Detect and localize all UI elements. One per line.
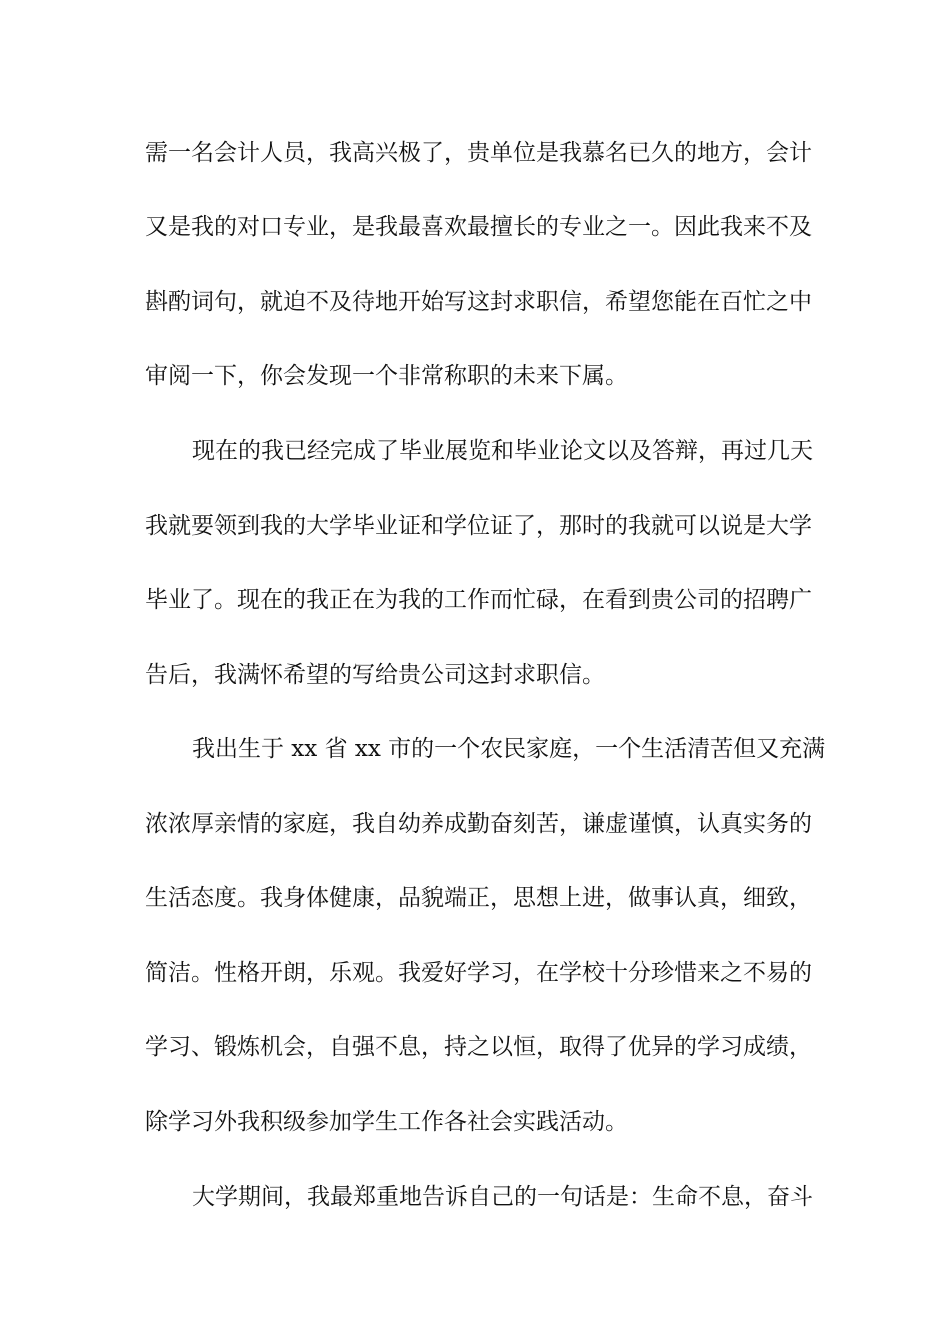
paragraph-2-line-3: 毕业了。现在的我正在为我的工作而忙碌，在看到贵公司的招聘广	[145, 587, 812, 613]
paragraph-1-line-2: 又是我的对口专业，是我最喜欢最擅长的专业之一。因此我来不及	[145, 214, 812, 240]
paragraph-3-line-4: 简洁。性格开朗，乐观。我爱好学习，在学校十分珍惜来之不易的	[145, 960, 812, 986]
paragraph-4-line-1: 大学期间，我最郑重地告诉自己的一句话是：生命不息，奋斗	[192, 1184, 813, 1210]
paragraph-3-line-3: 生活态度。我身体健康，品貌端正，思想上进，做事认真，细致，	[145, 885, 812, 911]
paragraph-3-line-5: 学习、锻炼机会，自强不息，持之以恒，取得了优异的学习成绩，	[145, 1034, 812, 1060]
paragraph-1-line-3: 斟酌词句，就迫不及待地开始写这封求职信，希望您能在百忙之中	[145, 289, 812, 315]
paragraph-2-line-2: 我就要领到我的大学毕业证和学位证了，那时的我就可以说是大学	[145, 513, 812, 539]
paragraph-1-line-1: 需一名会计人员，我高兴极了，贵单位是我慕名已久的地方，会计	[145, 140, 812, 166]
paragraph-2-line-4: 告后，我满怀希望的写给贵公司这封求职信。	[145, 662, 605, 688]
paragraph-3-line-1: 我出生于 xx 省 xx 市的一个农民家庭，一个生活清苦但又充满	[192, 736, 826, 762]
paragraph-2-line-1: 现在的我已经完成了毕业展览和毕业论文以及答辩，再过几天	[192, 438, 813, 464]
paragraph-3-line-6: 除学习外我积级参加学生工作各社会实践活动。	[145, 1109, 628, 1135]
paragraph-1-line-4: 审阅一下，你会发现一个非常称职的未来下属。	[145, 363, 628, 389]
paragraph-3-line-2: 浓浓厚亲情的家庭，我自幼养成勤奋刻苦，谦虚谨慎，认真实务的	[145, 811, 812, 837]
